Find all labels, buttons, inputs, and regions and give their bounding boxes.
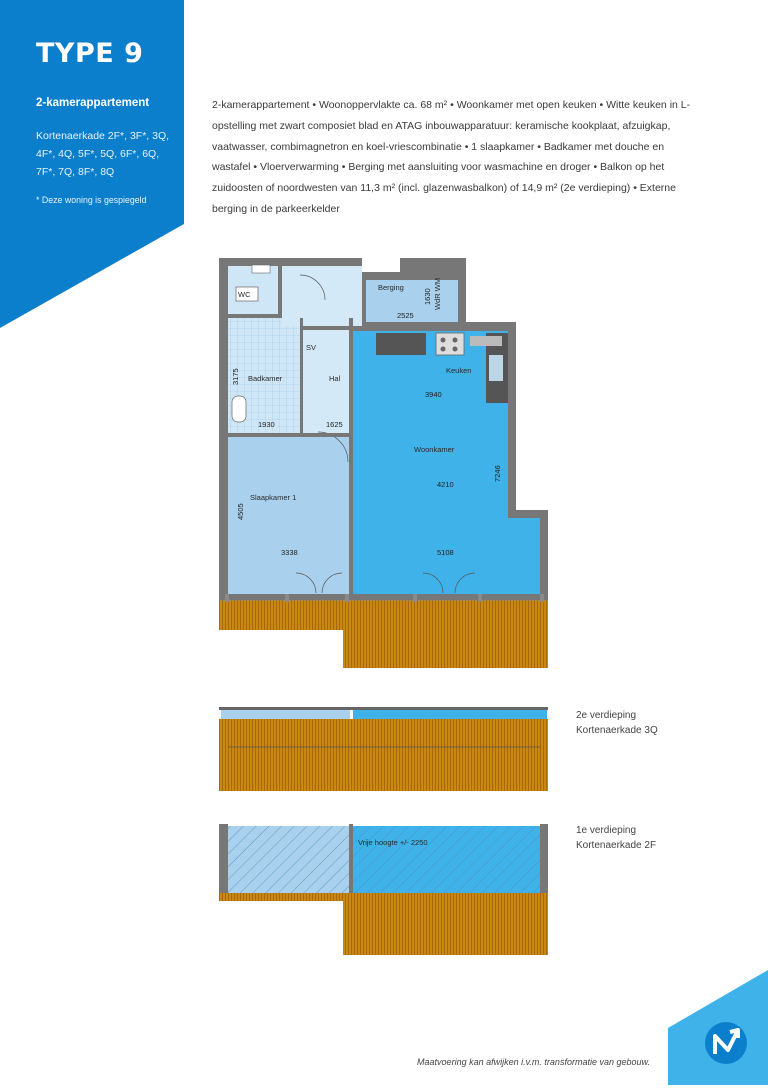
dim-hal-w: 1625 — [326, 420, 343, 429]
footer-note: Maatvoering kan afwijken i.v.m. transformatie van gebouw. — [417, 1057, 650, 1067]
balcony-upper — [219, 600, 548, 630]
label-berging: Berging — [378, 283, 404, 292]
dim-woon-w: 4210 — [437, 480, 454, 489]
label-wdr-wm: WdR WM — [433, 277, 442, 310]
room-slaapkamer — [228, 437, 350, 594]
dim-bad-w: 1930 — [258, 420, 275, 429]
label-vrije-hoogte: Vrije hoogte +/- 2250 — [358, 838, 428, 847]
label-badkamer: Badkamer — [248, 374, 283, 383]
page-title: TYPE 9 — [36, 38, 144, 69]
label-woonkamer: Woonkamer — [414, 445, 455, 454]
dim-slaap-w: 3338 — [281, 548, 298, 557]
dim-woon-w2: 5108 — [437, 548, 454, 557]
dim-slaap-h: 4505 — [236, 503, 245, 520]
variant-label-1e: 1e verdieping Kortenaerkade 2F — [576, 825, 657, 851]
apartment-type: 2-kamerappartement — [36, 97, 150, 109]
variant-label-2e: 2e verdieping Kortenaerkade 3Q — [576, 710, 658, 736]
dim-keuken-w: 3940 — [425, 390, 442, 399]
dim-bad-h: 3175 — [231, 368, 240, 385]
dim-berging-w: 2525 — [397, 311, 414, 320]
address-list: Kortenaerkade 2F*, 3F*, 3Q, 4F*, 4Q, 5F*, 5Q, 6F*, 6Q, 7F*, 7Q, 8F*, 8Q — [36, 130, 170, 178]
variant-2e-verdieping — [219, 707, 548, 791]
dim-berging-h: 1630 — [423, 288, 432, 305]
label-sv: SV — [306, 343, 317, 352]
main-floor-plan — [219, 258, 548, 668]
room-entry — [282, 266, 362, 326]
balcony-lower — [343, 628, 548, 668]
label-slaapkamer: Slaapkamer 1 — [250, 493, 297, 502]
description-text: 2-kamerappartement • Woonoppervlakte ca. 68 m² • Woonkamer met open keuken • Witte keuken in L-opstelling met zwart composiet blad en ATAG inbouwapparatuur: keramische kookplaat, afzuigkap, vaatwasser, combimagnetron en koel-vriescombinatie • 1 slaapkamer • Badkamer met douche en wastafel • Vloerverwarming • Berging met aansluiting voor wasmachine en droger • Balkon op het zuidoosten of noordwesten van 11,3 m² (incl. glazenwasbalkon) of 14,9 m² (2e verdieping) • Externe berging in de parkeerkelder — [212, 99, 691, 215]
label-hal: Hal — [329, 374, 341, 383]
arrow-logo-icon — [705, 1022, 747, 1064]
label-keuken: Keuken — [446, 366, 472, 375]
footer-corner-shape — [668, 970, 768, 1085]
label-wc: WC — [238, 290, 251, 299]
variant-1e-verdieping — [219, 824, 548, 955]
dim-woon-h: 7246 — [493, 465, 502, 482]
mirror-note: * Deze woning is gespiegeld — [36, 195, 147, 205]
